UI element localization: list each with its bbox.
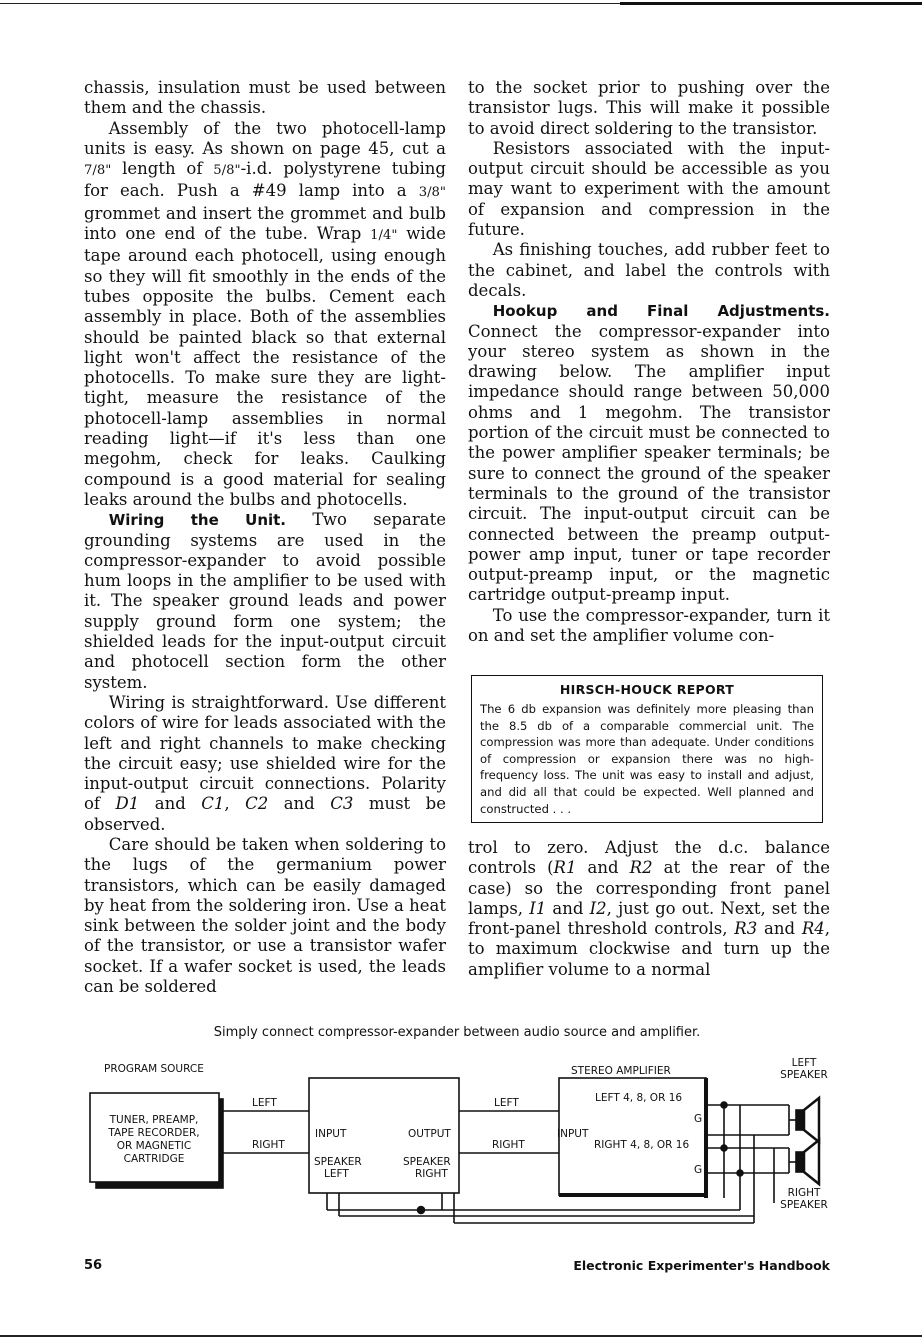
right-column xyxy=(468,78,830,646)
report-body: The 6 db expansion was definitely more pleasing than the 8.5 db of a comparable commercial unit. The compression was more than adequate. Under conditions of compression or expansion there was no high-frequency loss. The unit was easy to install and adjust, and did all that could be expected. Well planned and constructed . . . xyxy=(480,702,814,816)
svg-text:LEFT: LEFT xyxy=(324,1168,349,1180)
svg-text:INPUT: INPUT xyxy=(315,1128,347,1140)
svg-text:INPUT: INPUT xyxy=(557,1128,589,1140)
paragraph: trol to zero. Adjust the d.c. balance controls (R1 and R2 at the rear of the case) so the corresponding front panel lamps, I1 and I2, just go out. Next, set the front-panel threshold controls, R3 and R4, to maximum clockwise and turn up the amplifier volume to a normal xyxy=(468,838,830,979)
bottom-rule xyxy=(0,1335,922,1337)
paragraph: As finishing touches, add rubber feet to the cabinet, and label the controls with decals. xyxy=(468,240,830,300)
svg-text:OUTPUT: OUTPUT xyxy=(408,1128,451,1140)
figure-caption: Simply connect compressor-expander between audio source and amplifier. xyxy=(213,1025,701,1040)
svg-text:LEFT 4, 8, OR 16: LEFT 4, 8, OR 16 xyxy=(595,1092,683,1104)
svg-text:SPEAKER: SPEAKER xyxy=(780,1199,828,1211)
svg-text:RIGHT 4, 8, OR 16: RIGHT 4, 8, OR 16 xyxy=(594,1139,690,1151)
svg-text:G: G xyxy=(694,1164,703,1176)
svg-text:RIGHT: RIGHT xyxy=(787,1187,821,1199)
svg-text:LEFT: LEFT xyxy=(252,1097,277,1109)
report-box xyxy=(471,675,823,823)
svg-text:CARTRIDGE: CARTRIDGE xyxy=(123,1153,185,1165)
hookup-diagram xyxy=(84,1048,844,1228)
right-column-continued xyxy=(468,838,830,980)
svg-text:LEFT: LEFT xyxy=(494,1097,519,1109)
footer-title: Electronic Experimenter's Handbook xyxy=(573,1258,830,1273)
section-heading: Wiring the Unit. xyxy=(108,511,287,530)
svg-text:OR MAGNETIC: OR MAGNETIC xyxy=(116,1140,192,1152)
paragraph: To use the compressor-expander, turn it on and set the amplifier volume con- xyxy=(468,605,830,646)
top-rule xyxy=(0,2,922,6)
paragraph: to the socket prior to pushing over the transistor lugs. This will make it possible to avoid direct soldering to the transistor. xyxy=(468,78,830,138)
paragraph: Resistors associated with the input-output circuit should be accessible as you may want to experiment with the amount of expansion and compression in the future. xyxy=(468,138,830,240)
section-heading: Hookup and Final Adjustments. xyxy=(492,302,830,321)
report-title: HIRSCH-HOUCK REPORT xyxy=(559,682,735,697)
svg-text:RIGHT: RIGHT xyxy=(415,1168,448,1180)
paragraph: Hookup and Final Adjustments. Connect the compressor-expander into your stereo system as shown in the drawing below. The amplifier input impedance should range between 50,000 ohms and 1 megohm. The transistor portion of the circuit must be connected to the power amplifier speaker terminals; be sure to connect the ground of the speaker terminals to the ground of the transistor circuit. The input-output circuit can be connected between the preamp output-power amp input, tuner or tape recorder output-preamp input, or the magnetic cartridge output-preamp input. xyxy=(468,302,830,605)
paragraph: Wiring is straightforward. Use different colors of wire for leads associated with the left and right channels to make checking the circuit easy; use shielded wire for the input-output circuit connections. Polarity of D1 and C1, C2 and C3 must be observed. xyxy=(84,692,446,834)
paragraph: Care should be taken when soldering to the lugs of the germanium power transistors, which can be easily damaged by heat from the soldering iron. Use a heat sink between the solder joint and the body of the transistor, or use a transistor wafer socket. If a wafer socket is used, the leads can be soldered xyxy=(84,834,446,997)
stereo-amplifier-label: STEREO AMPLIFIER xyxy=(571,1065,671,1077)
svg-text:TUNER, PREAMP,: TUNER, PREAMP, xyxy=(109,1114,199,1126)
left-column xyxy=(84,78,446,997)
paragraph: Assembly of the two photocell-lamp units is easy. As shown on page 45, cut a 7/8" length of 5/8"-i.d. polystyrene tubing for each. Push a #49 lamp into a 3/8" grommet and insert the grommet and bulb into one end of the tube. Wrap 1/4" wide tape around each photocell, using enough so they will fit smoothly in the ends of the tubes opposite the bulbs. Cement each assembly in place. Both of the assemblies should be painted black so that external light won't affect the resistance of the photocells. To make sure they are light-tight, measure the resistance of the photocell-lamp assemblies in normal reading light—if it's less than one megohm, check for leaks. Caulking compound is a good material for sealing leaks around the bulbs and photocells. xyxy=(84,118,447,509)
svg-text:SPEAKER: SPEAKER xyxy=(780,1069,828,1081)
svg-text:TAPE RECORDER,: TAPE RECORDER, xyxy=(108,1127,200,1139)
svg-text:G: G xyxy=(694,1113,703,1125)
page-number: 56 xyxy=(84,1258,103,1273)
svg-text:RIGHT: RIGHT xyxy=(252,1139,285,1151)
svg-text:LEFT: LEFT xyxy=(791,1057,817,1069)
svg-text:SPEAKER: SPEAKER xyxy=(314,1156,362,1168)
paragraph: chassis, insulation must be used between them and the chassis. xyxy=(84,78,446,118)
svg-text:RIGHT: RIGHT xyxy=(492,1139,525,1151)
program-source-label: PROGRAM SOURCE xyxy=(104,1063,204,1075)
svg-text:SPEAKER: SPEAKER xyxy=(403,1156,451,1168)
paragraph: Wiring the Unit. Two separate grounding systems are used in the compressor-expander to avoid possible hum loops in the amplifier to be used with it. The speaker ground leads and power supply ground form one system; the shielded leads for the input-output circuit and photocell section form the other system. xyxy=(84,510,447,692)
